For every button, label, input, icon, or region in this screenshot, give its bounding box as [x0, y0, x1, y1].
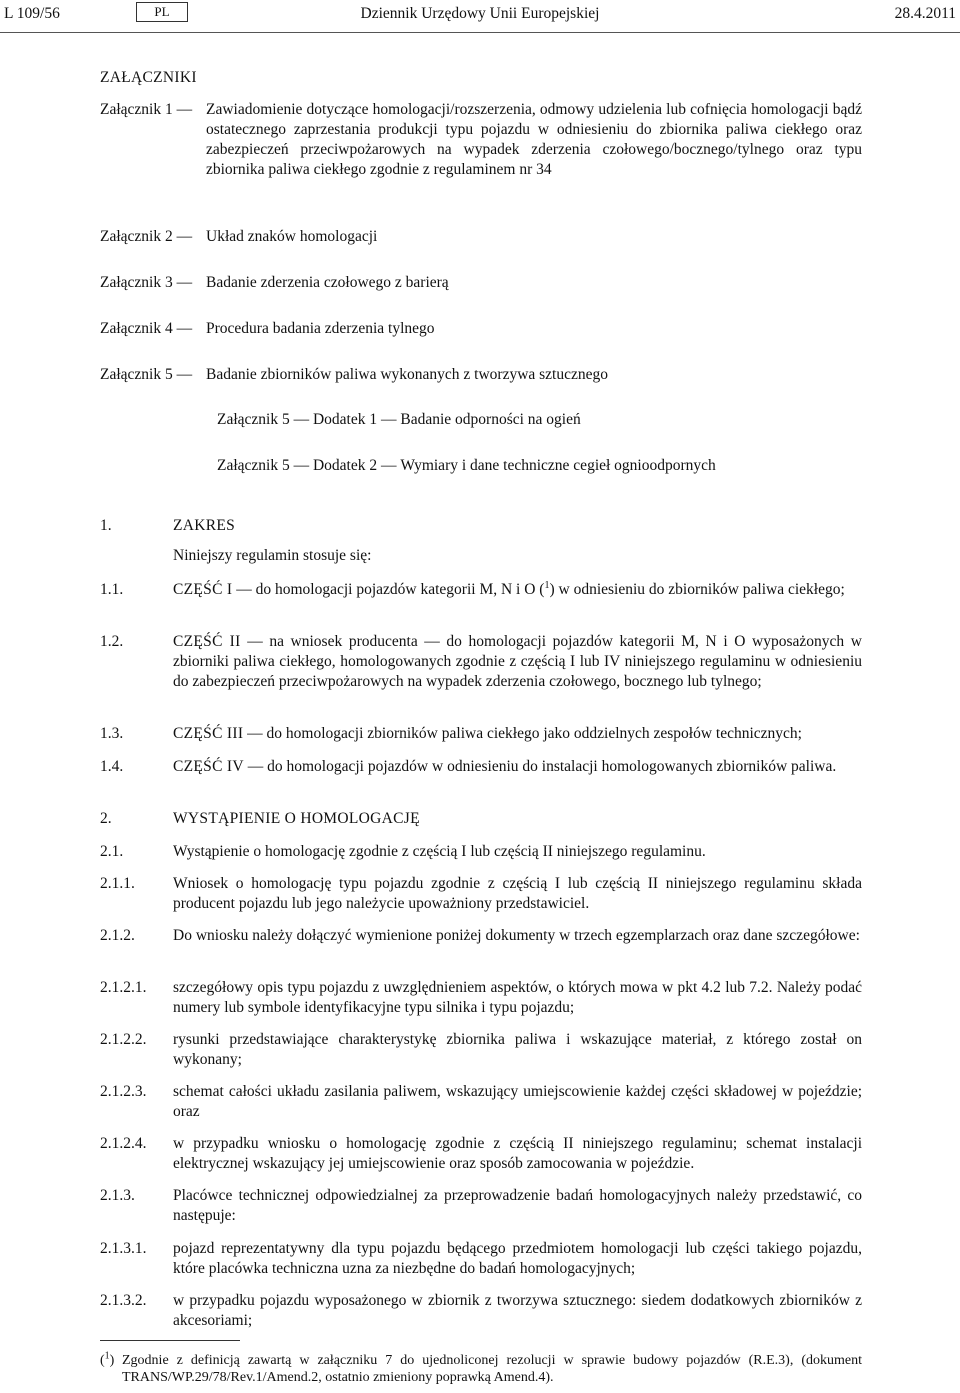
footnote-reference[interactable]: 1	[544, 579, 550, 591]
numbered-paragraph: 2.1.3.2. w przypadku pojazdu wyposażonego w zbiornik z tworzywa sztucznego: siedem dodatkowych zbiorników z akcesoriami;	[100, 1292, 862, 1329]
section-heading: 1. ZAKRES	[100, 517, 236, 534]
annex-text: Badanie zderzenia czołowego z barierą	[206, 274, 449, 291]
appendix-text: Wymiary i dane techniczne cegieł ognioodpornych	[400, 457, 716, 474]
numbered-paragraph: 2.1.2.1. szczegółowy opis typu pojazdu z uwzględnieniem aspektów, o których mowa w pkt 4.2 lub 7.2. Należy podać numery lub symbole identyfikacyjne typu silnika i typu pojazdu;	[100, 979, 862, 1016]
annex-label: Załącznik 2 —	[100, 228, 193, 245]
journal-header	[0, 4, 960, 26]
annex-label: Załącznik 3 —	[100, 274, 193, 291]
annex-label: Załącznik 5 —	[100, 366, 193, 383]
section-title: ZAŁĄCZNIKI	[100, 69, 197, 86]
appendix-item: Załącznik 5 — Dodatek 2 — Wymiary i dane techniczne cegieł ognioodpornych	[217, 457, 716, 474]
header-divider	[0, 32, 960, 33]
section-heading: 2. WYSTĄPIENIE O HOMOLOGACJĘ	[100, 810, 420, 827]
annex-item	[100, 100, 862, 180]
numbered-paragraph: 1.4. CZĘŚĆ IV — do homologacji pojazdów w odniesieniu do instalacji homologowanych zbiorników paliwa.	[100, 758, 837, 775]
annex-text: Badanie zbiorników paliwa wykonanych z tworzywa sztucznego	[206, 366, 609, 383]
numbered-paragraph: 1.2. CZĘŚĆ II — na wniosek producenta — do homologacji pojazdów kategorii M, N i O wyposażonych w zbiorniki paliwa ciekłego, homologowanych zgodnie z częścią I lub IV niniejszego regulaminu w odniesieniu do zabezpieczeń przeciwpożarowych na wypadek zderzenia czołowego, bocznego lub tylnego;	[100, 633, 862, 690]
annex-text: Układ znaków homologacji	[206, 228, 378, 245]
numbered-paragraph: 2.1.1. Wniosek o homologację typu pojazdu zgodnie z częścią I lub częścią II niniejszego regulaminu składa producent pojazdu lub jego należycie upoważniony przedstawiciel.	[100, 875, 862, 912]
numbered-paragraph: 2.1.2.3. schemat całości układu zasilania paliwem, wskazujący umiejscowienie każdej części składowej w pojeździe; oraz	[100, 1083, 862, 1120]
numbered-paragraph: 2.1.2.4. w przypadku wniosku o homologację zgodnie z częścią II niniejszego regulaminu; schemat instalacji elektrycznej wskazujący jej umiejscowienie oraz sposób zamocowania w pojeździe.	[100, 1135, 862, 1172]
annex-label: Załącznik 4 —	[100, 320, 193, 337]
annex-item	[100, 365, 862, 385]
numbered-paragraph: 2.1.3. Placówce technicznej odpowiedzialnej za przeprowadzenie badań homologacyjnych należy przedstawić, co następuje:	[100, 1187, 862, 1224]
annex-item	[100, 319, 862, 339]
annex-item	[100, 273, 862, 293]
numbered-paragraph: 2.1.3.1. pojazd reprezentatywny dla typu pojazdu będącego przedmiotem homologacji lub części takiego pojazdu, które placówka techniczna uzna za niezbędne do badań homologacyjnych;	[100, 1240, 862, 1277]
numbered-paragraph: 2.1.2.2. rysunki przedstawiające charakterystykę zbiornika paliwa i wskazujące materiał, z którego został on wykonany;	[100, 1031, 862, 1068]
annex-label: Załącznik 1 —	[100, 101, 193, 118]
footnote-divider	[100, 1340, 240, 1341]
page-reference: L 109/56	[4, 5, 60, 22]
numbered-paragraph: 1.1. CZĘŚĆ I — do homologacji pojazdów kategorii M, N i O ($^1$) w odniesieniu do zbiorników paliwa ciekłego;	[100, 579, 845, 598]
footnote-text: Zgodnie z definicją zawartą w załączniku 7 do ujednoliconej rezolucji w sprawie budowy pojazdów (R.E.3), (dokument TRANS/WP.29/78/Rev.1/Amend.2, ostatnio zmieniony poprawką Amend.4).	[122, 1353, 862, 1385]
publication-date: 28.4.2011	[894, 5, 956, 22]
appendix-number: Dodatek 1	[312, 411, 378, 428]
appendix-number: Dodatek 2	[312, 457, 378, 474]
appendix-text: Badanie odporności na ogień	[400, 411, 581, 428]
annex-text: Procedura badania zderzenia tylnego	[206, 320, 435, 337]
section-intro: Niniejszy regulamin stosuje się:	[173, 547, 372, 564]
journal-title: Dziennik Urzędowy Unii Europejskiej	[360, 5, 600, 22]
numbered-paragraph: 1.3. CZĘŚĆ III — do homologacji zbiorników paliwa ciekłego jako oddzielnych zespołów technicznych;	[100, 725, 802, 742]
appendix-item: Załącznik 5 — Dodatek 1 — Badanie odporności na ogień	[217, 411, 581, 428]
annex-text: Zawiadomienie dotyczące homologacji/rozszerzenia, odmowy udzielenia lub cofnięcia homologacji bądź ostatecznego zaprzestania produkcji typu pojazdu w odniesieniu do zbiornika paliwa ciekłego oraz zabezpieczeń przeciwpożarowych na wypadek zderzenia czołowego/bocznego/tylnego oraz typu zbiornika paliwa ciekłego zgodnie z regulaminem nr 34	[206, 101, 862, 178]
numbered-paragraph: 2.1.2. Do wniosku należy dołączyć wymienione poniżej dokumenty w trzech egzemplarzach oraz dane szczegółowe:	[100, 927, 860, 944]
annex-item	[100, 227, 862, 247]
numbered-paragraph: 2.1. Wystąpienie o homologację zgodnie z częścią I lub częścią II niniejszego regulaminu.	[100, 843, 706, 860]
footnote-marker: ($^1$)	[100, 1350, 115, 1368]
language-badge: PL	[136, 2, 188, 22]
footnote	[100, 1352, 862, 1386]
